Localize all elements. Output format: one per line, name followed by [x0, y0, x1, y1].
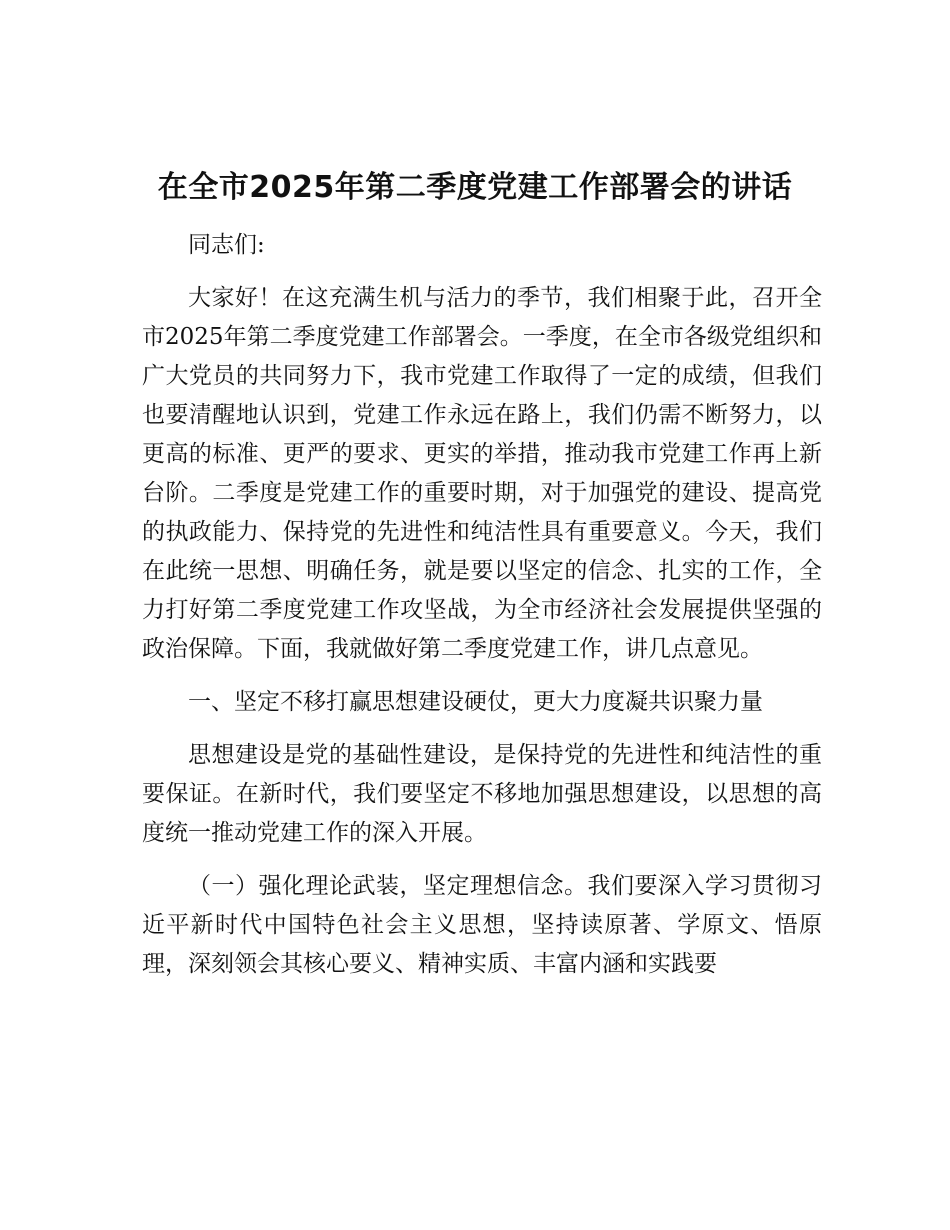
salutation: 同志们:	[188, 232, 265, 258]
document-body	[142, 226, 822, 984]
paragraph-subsection-1: （一）强化理论武装，坚定理想信念。我们要深入学习贯彻习近平新时代中国特色社会主义思想，坚持读原著、学原文、悟原理，深刻领会其核心要义、精神实质、丰富内涵和实践要	[142, 873, 822, 977]
paragraph-thought-building: 思想建设是党的基础性建设，是保持党的先进性和纯洁性的重要保证。在新时代，我们要坚定不移地加强思想建设，以思想的高度统一推动党建工作的深入开展。	[142, 742, 822, 846]
document-title: 在全市2025年第二季度党建工作部署会的讲话	[157, 170, 793, 205]
paragraph-opening: 大家好！在这充满生机与活力的季节，我们相聚于此，召开全市2025年第二季度党建工作部署会。一季度，在全市各级党组织和广大党员的共同努力下，我市党建工作取得了一定的成绩，但我们也要清醒地认识到，党建工作永远在路上，我们仍需不断努力，以更高的标准、更严的要求、更实的举措，推动我市党建工作再上新台阶。二季度是党建工作的重要时期，对于加强党的建设、提高党的执政能力、保持党的先进性和纯洁性具有重要意义。今天，我们在此统一思想、明确任务，就是要以坚定的信念、扎实的工作，全力打好第二季度党建工作攻坚战，为全市经济社会发展提供坚强的政治保障。下面，我就做好第二季度党建工作，讲几点意见。	[142, 285, 822, 662]
section-heading-1: 一、坚定不移打赢思想建设硬仗，更大力度凝共识聚力量	[188, 689, 763, 715]
